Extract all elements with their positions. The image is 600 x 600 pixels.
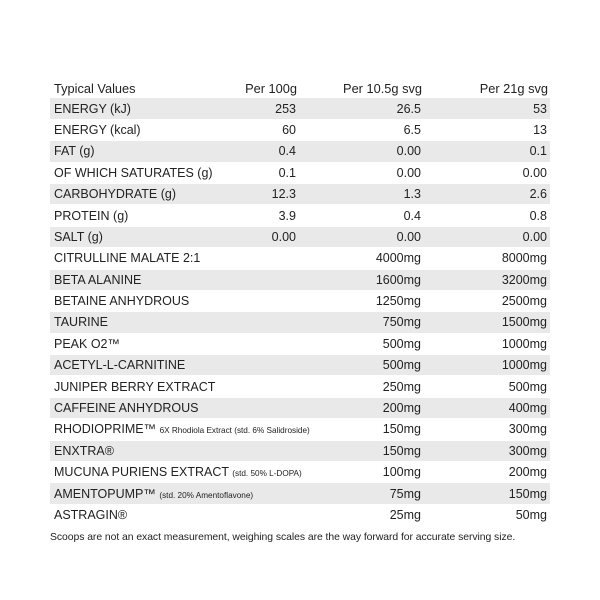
value-per-serving: 1250mg: [299, 290, 424, 311]
value-per-double-serving: 0.00: [424, 226, 550, 247]
value-per-double-serving: 0.1: [424, 141, 550, 162]
value-per-serving: 6.5: [299, 119, 424, 140]
value-per-100g: 12.3: [230, 183, 299, 204]
value-per-double-serving: 150mg: [424, 483, 550, 504]
ingredient-cell: [50, 462, 302, 483]
table-row: [50, 440, 550, 461]
nutrition-panel: [50, 78, 550, 543]
value-per-serving: 500mg: [299, 333, 424, 354]
value-per-double-serving: 3200mg: [424, 269, 550, 290]
ingredient-cell: [50, 504, 299, 525]
ingredient-standardisation-note: (std. 50% L-DOPA): [232, 469, 302, 479]
table-header-row: [50, 78, 550, 98]
value-per-100g: 253: [230, 98, 299, 119]
value-per-double-serving: 50mg: [424, 504, 550, 525]
value-per-serving: 750mg: [299, 312, 424, 333]
ingredient-name: OF WHICH SATURATES (g): [54, 165, 213, 180]
value-per-double-serving: 1500mg: [424, 312, 550, 333]
value-per-double-serving: 2500mg: [424, 290, 550, 311]
table-row: [50, 397, 550, 418]
nutrition-table: [50, 78, 550, 526]
ingredient-standardisation-note: 6X Rhodiola Extract (std. 6% Salidroside): [159, 426, 310, 436]
value-per-serving: 200mg: [299, 397, 424, 418]
value-per-serving: 0.00: [299, 141, 424, 162]
ingredient-name: ENERGY (kJ): [54, 101, 131, 116]
value-per-serving: 150mg: [299, 440, 424, 461]
ingredient-name: SALT (g): [54, 229, 103, 244]
header-typical-values: Typical Values: [54, 80, 136, 96]
ingredient-cell: [50, 141, 230, 162]
ingredient-cell: [50, 205, 230, 226]
table-row: [50, 183, 550, 204]
ingredient-cell: [50, 333, 299, 354]
ingredient-cell: [50, 248, 299, 269]
ingredient-cell: [50, 183, 230, 204]
table-row: [50, 162, 550, 183]
value-per-serving: 250mg: [299, 376, 424, 397]
ingredient-cell: [50, 440, 299, 461]
value-per-double-serving: 400mg: [424, 397, 550, 418]
table-row: [50, 141, 550, 162]
value-per-double-serving: 13: [424, 119, 550, 140]
table-row: [50, 504, 550, 525]
value-per-serving: 1600mg: [299, 269, 424, 290]
table-row: [50, 119, 550, 140]
ingredient-cell: [50, 98, 230, 119]
value-per-double-serving: 200mg: [424, 462, 550, 483]
ingredient-name: ENERGY (kcal): [54, 122, 141, 137]
ingredient-cell: [50, 119, 230, 140]
ingredient-cell: [50, 483, 299, 504]
ingredient-name: BETAINE ANHYDROUS: [54, 294, 190, 309]
header-per-serving: Per 10.5g svg: [343, 80, 422, 96]
ingredient-cell: [50, 312, 299, 333]
value-per-serving: 150mg: [299, 419, 424, 440]
value-per-100g: 3.9: [230, 205, 299, 226]
value-per-100g: 0.1: [230, 162, 299, 183]
ingredient-cell: [50, 376, 299, 397]
value-per-double-serving: 0.8: [424, 205, 550, 226]
table-row: [50, 269, 550, 290]
table-row: [50, 226, 550, 247]
value-per-serving: 25mg: [299, 504, 424, 525]
table-row: [50, 205, 550, 226]
table-row: [50, 290, 550, 311]
value-per-double-serving: 53: [424, 98, 550, 119]
value-per-double-serving: 500mg: [424, 376, 550, 397]
table-row: [50, 376, 550, 397]
ingredient-name: BETA ALANINE: [54, 272, 142, 287]
table-row: [50, 462, 550, 483]
ingredient-cell: [50, 269, 299, 290]
value-per-serving: 4000mg: [299, 248, 424, 269]
ingredient-name: MUCUNA PURIENS EXTRACT: [54, 465, 229, 480]
value-per-serving: 0.4: [299, 205, 424, 226]
table-row: [50, 98, 550, 119]
value-per-serving: 26.5: [299, 98, 424, 119]
value-per-serving: 500mg: [299, 355, 424, 376]
table-row: [50, 483, 550, 504]
ingredient-name: PEAK O2™: [54, 336, 120, 351]
ingredient-cell: [50, 419, 310, 440]
ingredient-cell: [50, 162, 230, 183]
value-per-double-serving: 300mg: [424, 440, 550, 461]
ingredient-name: FAT (g): [54, 144, 95, 159]
value-per-double-serving: 1000mg: [424, 355, 550, 376]
ingredient-cell: [50, 290, 299, 311]
value-per-100g: 0.4: [230, 141, 299, 162]
ingredient-name: ASTRAGIN®: [54, 508, 128, 522]
value-per-serving: 0.00: [299, 162, 424, 183]
value-per-100g: 0.00: [230, 226, 299, 247]
value-per-double-serving: 8000mg: [424, 248, 550, 269]
value-per-serving: 1.3: [299, 183, 424, 204]
table-row: [50, 333, 550, 354]
ingredient-name: CARBOHYDRATE (g): [54, 187, 177, 202]
ingredient-name: CITRULLINE MALATE 2:1: [54, 251, 201, 266]
ingredient-cell: [50, 226, 230, 247]
ingredient-cell: [50, 355, 299, 376]
ingredient-name: CAFFEINE ANHYDROUS: [54, 401, 199, 416]
serving-footnote: Scoops are not an exact measurement, weighing scales are the way forward for accurate serving size.: [50, 532, 516, 544]
ingredient-name: ACETYL-L-CARNITINE: [54, 358, 186, 373]
value-per-serving: 100mg: [299, 462, 424, 483]
header-per-double-serving: Per 21g svg: [479, 80, 548, 96]
table-row: [50, 248, 550, 269]
ingredient-standardisation-note: (std. 20% Amentoflavone): [159, 490, 254, 500]
table-row: [50, 419, 550, 440]
value-per-double-serving: 1000mg: [424, 333, 550, 354]
table-row: [50, 355, 550, 376]
table-row: [50, 312, 550, 333]
value-per-double-serving: 2.6: [424, 183, 550, 204]
value-per-serving: 75mg: [299, 483, 424, 504]
ingredient-name: AMENTOPUMP™: [54, 486, 156, 501]
ingredient-name: JUNIPER BERRY EXTRACT: [54, 379, 216, 394]
ingredient-cell: [50, 397, 299, 418]
value-per-double-serving: 0.00: [424, 162, 550, 183]
header-per-100g: Per 100g: [245, 80, 297, 96]
ingredient-name: TAURINE: [54, 315, 108, 330]
ingredient-name: ENXTRA®: [54, 443, 114, 458]
ingredient-name: RHODIOPRIME™: [54, 422, 157, 437]
value-per-100g: 60: [230, 119, 299, 140]
value-per-serving: 0.00: [299, 226, 424, 247]
ingredient-name: PROTEIN (g): [54, 208, 129, 223]
value-per-double-serving: 300mg: [424, 419, 550, 440]
